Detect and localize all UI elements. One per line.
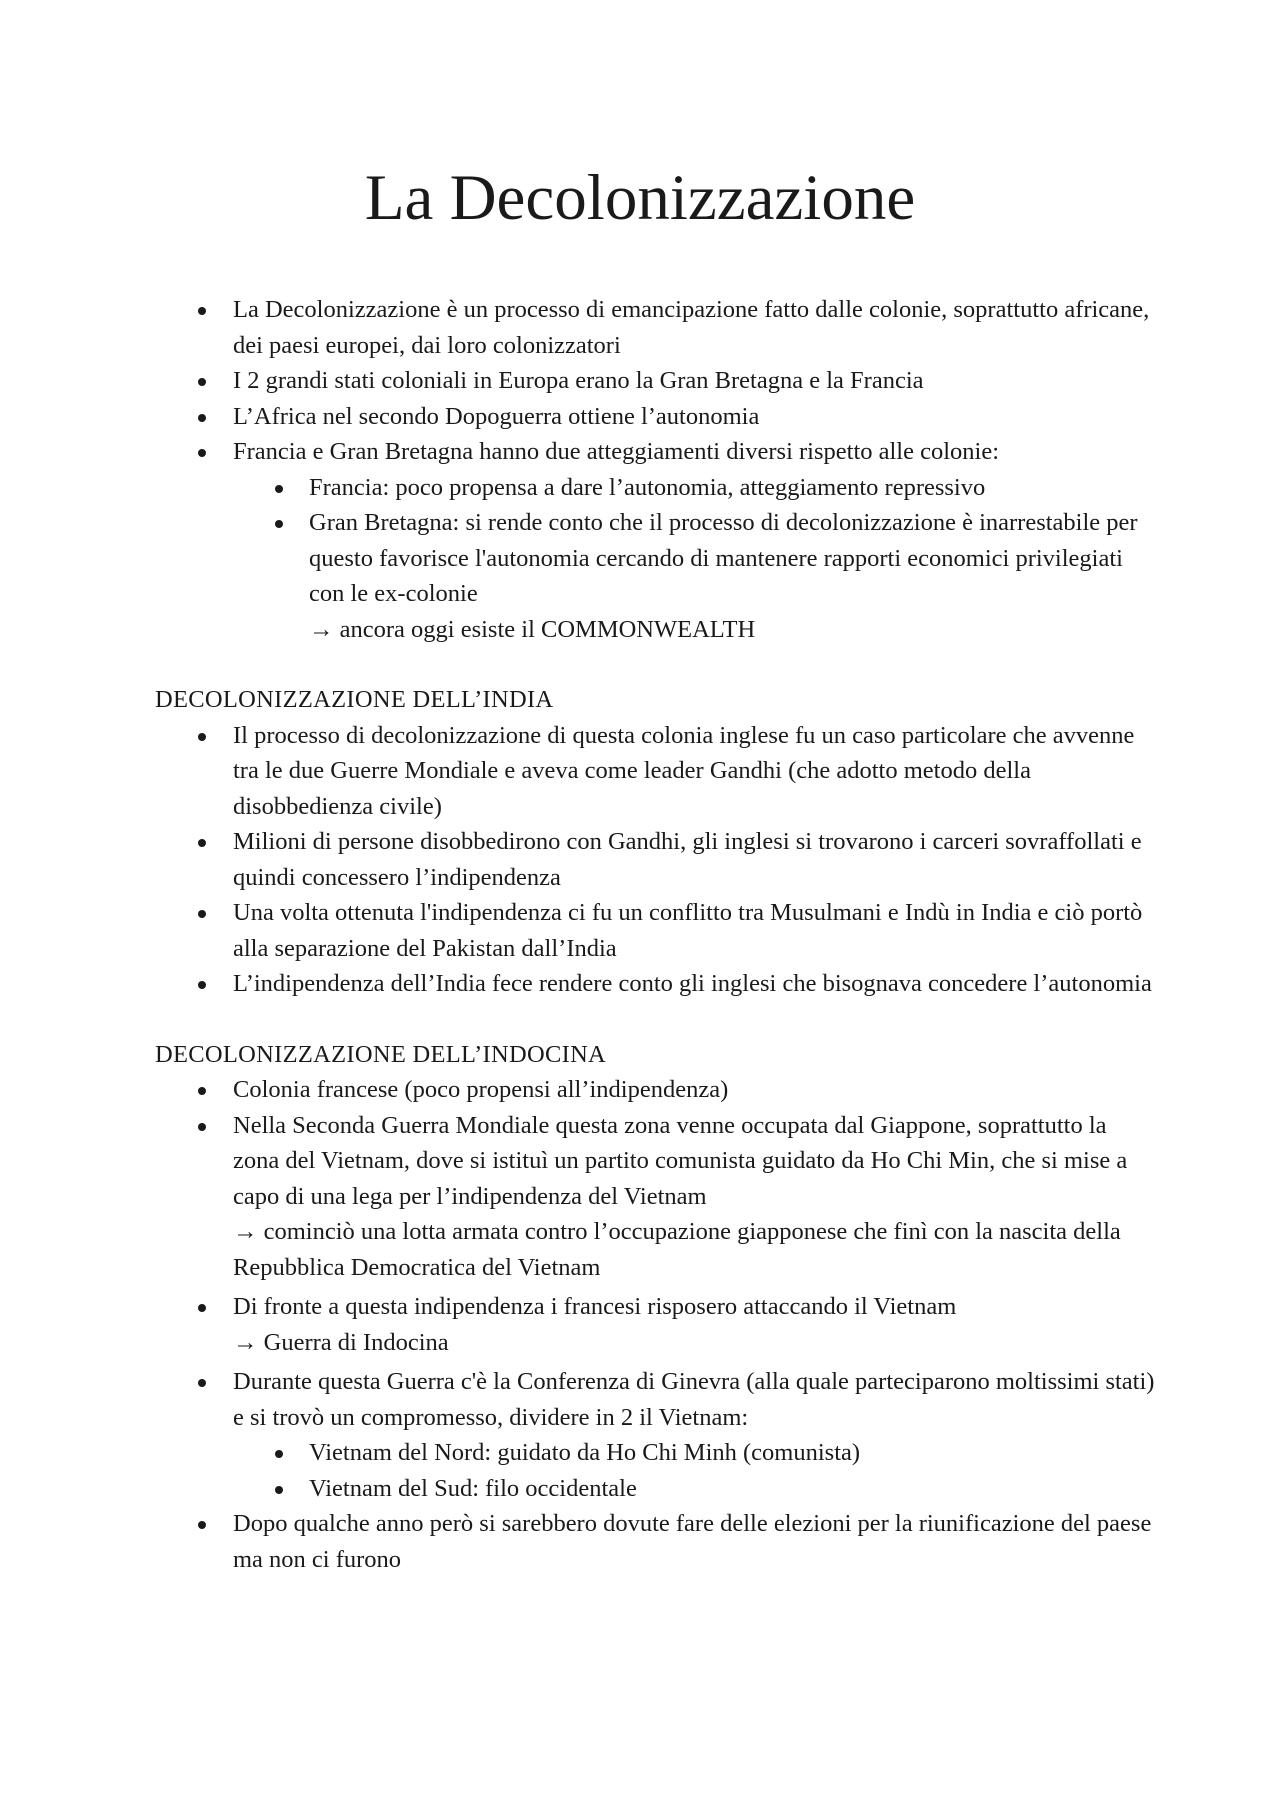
list-item: Il processo di decolonizzazione di questa colonia inglese fu un caso particolare che avvenne tra le due Guerre Mondiale e aveva come leader Gandhi (che adotto metodo della disobbedienza civile) <box>155 718 1155 825</box>
document-body <box>155 292 1155 1577</box>
sub-list-item <box>155 505 1155 647</box>
sub-list <box>155 1435 1155 1506</box>
list-item <box>155 1364 1155 1506</box>
sub-list-item: Francia: poco propensa a dare l’autonomia, atteggiamento repressivo <box>155 470 1155 506</box>
arrow-note: → cominciò una lotta armata contro l’occupazione giapponese che finì con la nascita della Repubblica Democratica del Vietnam <box>233 1218 1121 1281</box>
indocina-list <box>155 1072 1155 1577</box>
arrow-note: → Guerra di Indocina <box>233 1328 449 1356</box>
sub-list-item-text: Gran Bretagna: si rende conto che il processo di decolonizzazione è inarrestabile per questo favorisce l'autonomia cercando di mantenere rapporti economici privilegiati con le ex-colonie <box>309 509 1138 607</box>
list-item <box>155 1108 1155 1286</box>
page-title: La Decolonizzazione <box>364 162 916 234</box>
list-item <box>155 1289 1155 1360</box>
list-item: Una volta ottenuta l'indipendenza ci fu un conflitto tra Musulmani e Indù in India e ciò portò alla separazione del Pakistan dall’India <box>155 895 1155 966</box>
sub-list-item: Vietnam del Nord: guidato da Ho Chi Minh (comunista) <box>155 1435 1155 1471</box>
section-heading-indocina: DECOLONIZZAZIONE DELL’INDOCINA <box>155 1040 607 1068</box>
arrow-note: → ancora oggi esiste il COMMONWEALTH <box>309 615 756 643</box>
list-item-text: Francia e Gran Bretagna hanno due atteggiamenti diversi rispetto alle colonie: <box>233 438 1000 465</box>
list-item-text: Nella Seconda Guerra Mondiale questa zona venne occupata dal Giappone, soprattutto la zona del Vietnam, dove si istituì un partito comunista guidato da Ho Chi Min, che si mise a capo di una lega per l’indipendenza del Vietnam <box>233 1111 1128 1210</box>
sub-list <box>155 470 1155 648</box>
india-list <box>155 718 1155 1002</box>
list-item-text: Durante questa Guerra c'è la Conferenza di Ginevra (alla quale parteciparono moltissimi stati) e si trovò un compromesso, dividere in 2 il Vietnam: <box>233 1368 1155 1431</box>
list-item: Colonia francese (poco propensi all’indipendenza) <box>155 1072 1155 1108</box>
list-item <box>155 434 1155 647</box>
list-item-text: Di fronte a questa indipendenza i francesi risposero attaccando il Vietnam <box>233 1293 957 1320</box>
list-item: Milioni di persone disobbedirono con Gandhi, gli inglesi si trovarono i carceri sovraffollati e quindi concessero l’indipendenza <box>155 824 1155 895</box>
list-item: L’indipendenza dell’India fece rendere conto gli inglesi che bisognava concedere l’autonomia <box>155 966 1155 1002</box>
list-item: Dopo qualche anno però si sarebbero dovute fare delle elezioni per la riunificazione del paese ma non ci furono <box>155 1506 1155 1577</box>
list-item: La Decolonizzazione è un processo di emancipazione fatto dalle colonie, soprattutto africane, dei paesi europei, dai loro colonizzatori <box>155 292 1155 363</box>
list-item: L’Africa nel secondo Dopoguerra ottiene l’autonomia <box>155 399 1155 435</box>
section-heading-india: DECOLONIZZAZIONE DELL’INDIA <box>155 686 554 713</box>
intro-list <box>155 292 1155 647</box>
list-item: I 2 grandi stati coloniali in Europa erano la Gran Bretagna e la Francia <box>155 363 1155 399</box>
sub-list-item: Vietnam del Sud: filo occidentale <box>155 1471 1155 1507</box>
